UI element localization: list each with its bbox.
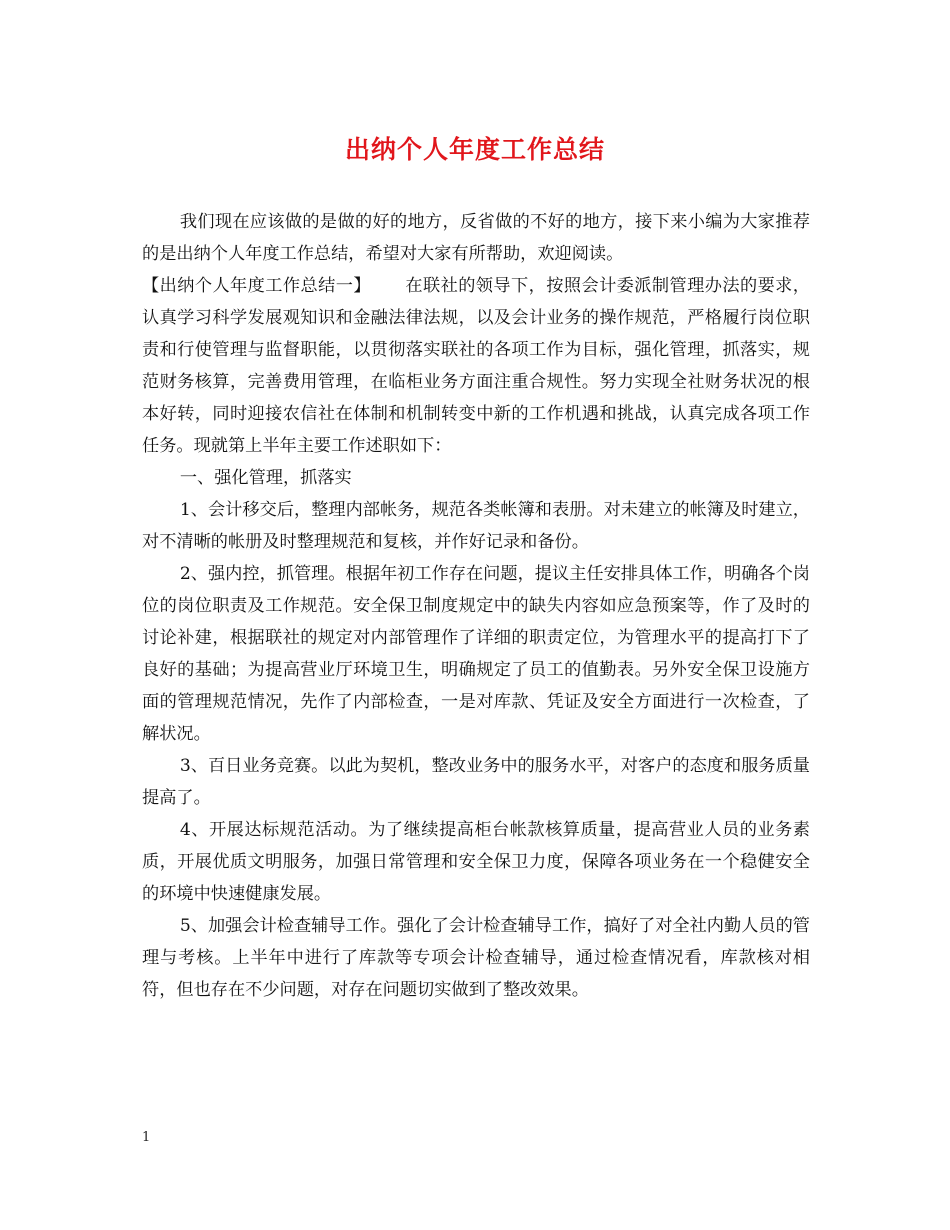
list-item: 1、会计移交后，整理内部帐务，规范各类帐簿和表册。对未建立的帐簿及时建立，对不清晰的帐册及时整理规范和复核，并作好记录和备份。 [142, 500, 810, 552]
section-intro-text: 在联社的领导下，按照会计委派制管理办法的要求，认真学习科学发展观知识和金融法律法规，以及会计业务的操作规范，严格履行岗位职责和行使管理与监督职能，以贯彻落实联社的各项工作为目标，强化管理，抓落实，规范财务核算，完善费用管理，在临柜业务方面注重合规性。努力实现全社财务状况的根本好转，同时迎接农信社在体制和机制转变中新的工作机遇和挑战，认真完成各项工作任务。现就第上半年主要工作述职如下： [142, 276, 810, 456]
list-item: 5、加强会计检查辅导工作。强化了会计检查辅导工作，搞好了对全社内勤人员的管理与考核。上半年中进行了库款等专项会计检查辅导，通过检查情况看，库款核对相符，但也存在不少问题，对存在问题切实做到了整改效果。 [142, 916, 810, 1000]
list-item: 3、百日业务竞赛。以此为契机，整改业务中的服务水平，对客户的态度和服务质量提高了。 [142, 756, 810, 808]
section-paragraph [142, 270, 810, 462]
section-heading: 一、强化管理，抓落实 [179, 468, 352, 488]
list-item: 4、开展达标规范活动。为了继续提高柜台帐款核算质量，提高营业人员的业务素质，开展优质文明服务，加强日常管理和安全保卫力度，保障各项业务在一个稳健安全的环境中快速健康发展。 [142, 820, 810, 904]
section-label: 【出纳个人年度工作总结一】 [142, 276, 371, 296]
list-item: 2、强内控，抓管理。根据年初工作存在问题，提议主任安排具体工作，明确各个岗位的岗位职责及工作规范。安全保卫制度规定中的缺失内容如应急预案等，作了及时的讨论补建，根据联社的规定对内部管理作了详细的职责定位，为管理水平的提高打下了良好的基础；为提高营业厅环境卫生，明确规定了员工的值勤表。另外安全保卫设施方面的管理规范情况，先作了内部检查，一是对库款、凭证及安全方面进行一次检查，了解状况。 [142, 564, 810, 744]
page-number: 1 [142, 1130, 151, 1145]
document-body [142, 206, 810, 1006]
page-title: 出纳个人年度工作总结 [344, 135, 605, 164]
intro-paragraph: 我们现在应该做的是做的好的地方，反省做的不好的地方，接下来小编为大家推荐的是出纳个人年度工作总结，希望对大家有所帮助，欢迎阅读。 [142, 212, 810, 264]
